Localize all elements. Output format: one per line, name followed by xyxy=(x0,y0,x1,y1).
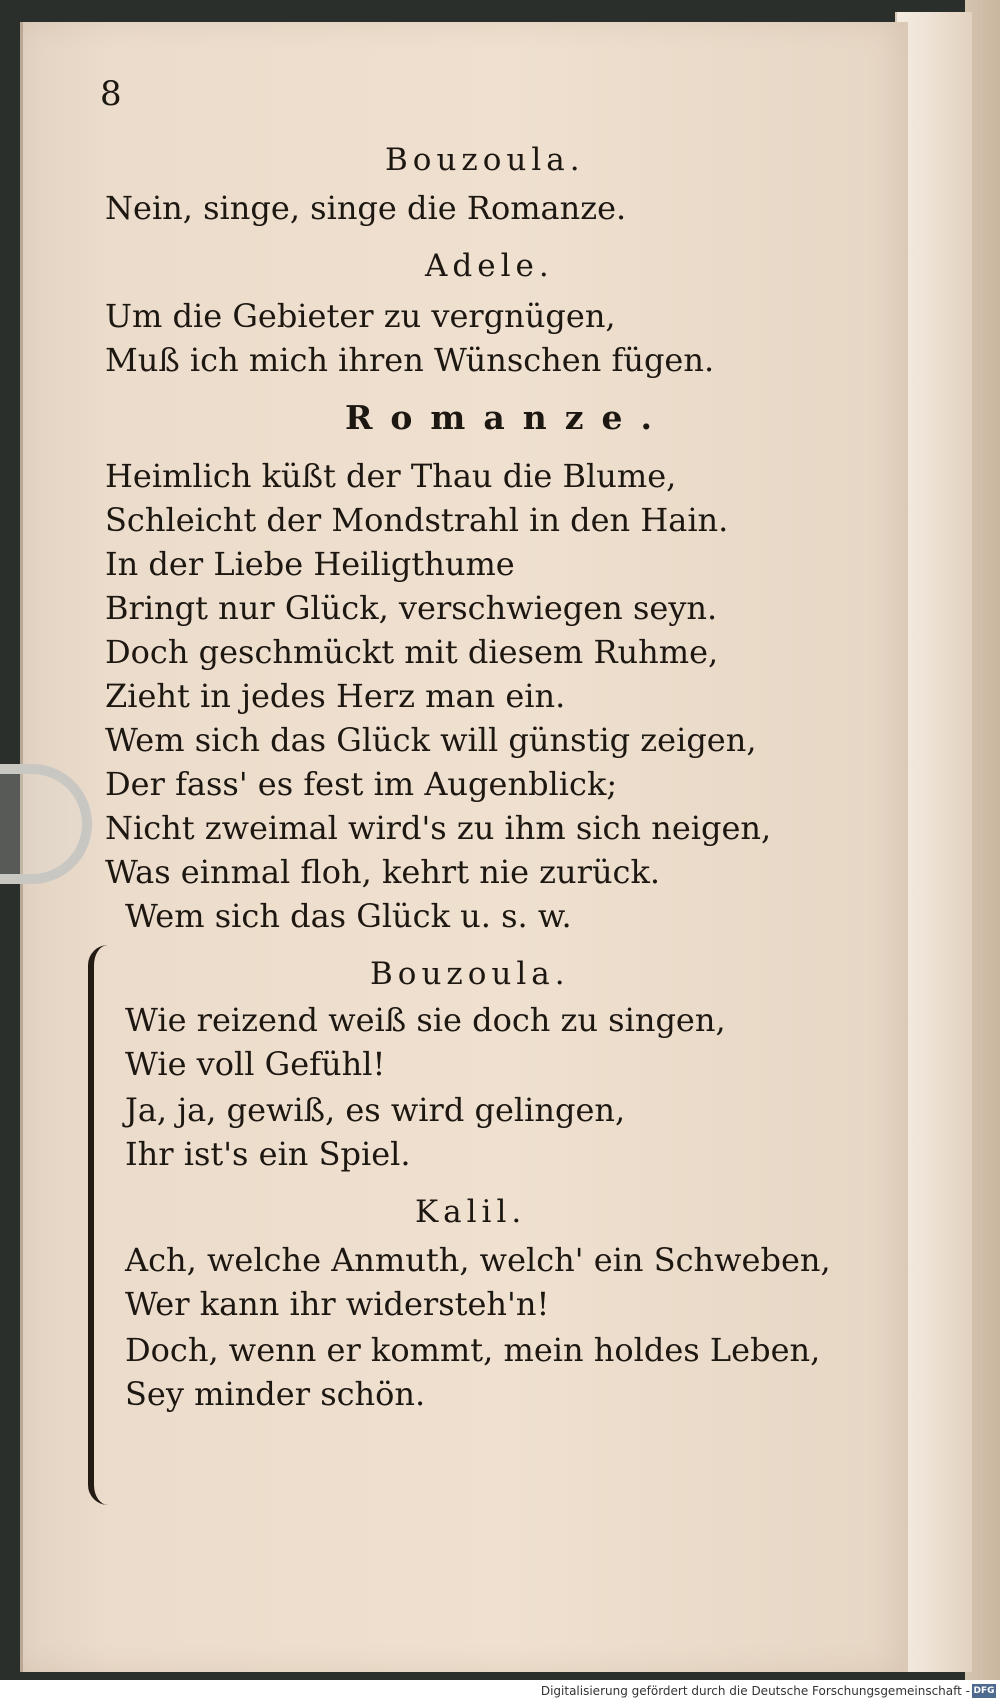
bracket-mark xyxy=(88,945,120,1505)
verse-line: Bringt nur Glück, verschwiegen seyn. xyxy=(105,589,718,627)
verse-line: Ja, ja, gewiß, es wird gelingen, xyxy=(125,1091,626,1129)
verse-line: Wie reizend weiß sie doch zu singen, xyxy=(125,1001,726,1039)
verse-line: Doch, wenn er kommt, mein holdes Leben, xyxy=(125,1331,821,1369)
verse-line: Um die Gebieter zu vergnügen, xyxy=(105,297,616,335)
verse-line: Wem sich das Glück will günstig zeigen, xyxy=(105,721,757,759)
verse-line: Wem sich das Glück u. s. w. xyxy=(125,897,572,935)
speaker-name: Bouzoula. xyxy=(370,956,570,992)
verse-line: Nicht zweimal wird's zu ihm sich neigen, xyxy=(105,809,772,847)
speaker-name: Kalil. xyxy=(415,1194,527,1230)
verse-line: Zieht in jedes Herz man ein. xyxy=(105,677,566,715)
section-heading: Romanze. xyxy=(345,398,670,437)
footer-credit: Digitalisierung gefördert durch die Deutsche Forschungsgemeinschaft - xyxy=(540,1684,970,1698)
page-number: 8 xyxy=(100,74,122,114)
verse-line: Ihr ist's ein Spiel. xyxy=(125,1135,411,1173)
verse-line: Ach, welche Anmuth, welch' ein Schweben, xyxy=(125,1241,831,1279)
dfg-logo: DFG xyxy=(973,1686,995,1696)
verse-line: Heimlich küßt der Thau die Blume, xyxy=(105,457,677,495)
verse-line: Was einmal floh, kehrt nie zurück. xyxy=(105,853,661,891)
speaker-name: Adele. xyxy=(425,248,554,284)
verse-line: Wie voll Gefühl! xyxy=(125,1045,386,1083)
verse-line: Der fass' es fest im Augenblick; xyxy=(105,765,618,803)
verse-line: Wer kann ihr widersteh'n! xyxy=(125,1285,550,1323)
speaker-name: Bouzoula. xyxy=(385,142,585,178)
verse-line: Sey minder schön. xyxy=(125,1375,426,1413)
verse-line: In der Liebe Heiligthume xyxy=(105,545,515,583)
verse-line: Muß ich mich ihren Wünschen fügen. xyxy=(105,341,715,379)
verse-line: Nein, singe, singe die Romanze. xyxy=(105,189,627,227)
verse-line: Schleicht der Mondstrahl in den Hain. xyxy=(105,501,729,539)
verse-line: Doch geschmückt mit diesem Ruhme, xyxy=(105,633,719,671)
